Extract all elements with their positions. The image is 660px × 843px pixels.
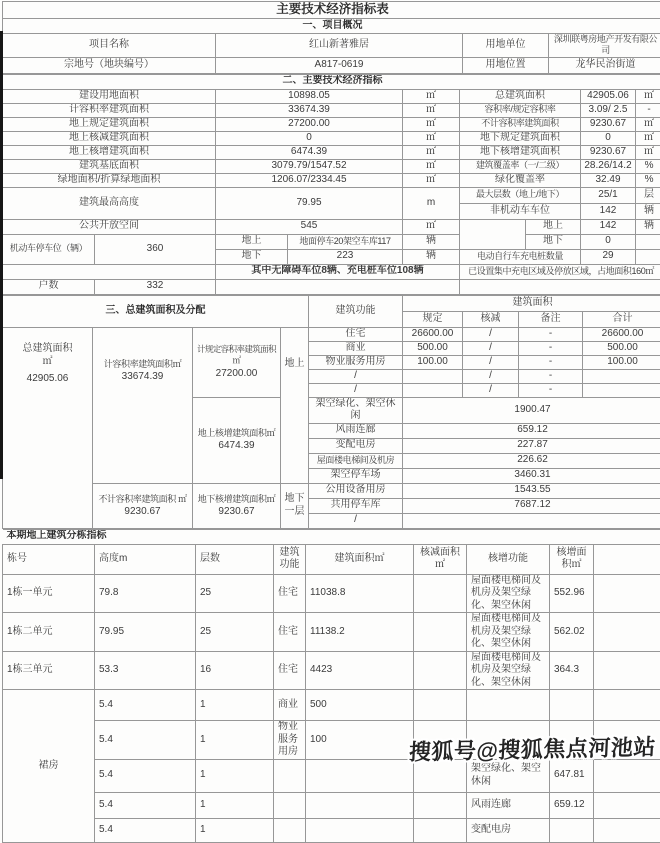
cell-label: 用地单位 [463, 34, 549, 58]
cell-label: 建筑最高高度 [3, 187, 216, 219]
table-row [3, 145, 660, 159]
buildings-table [2, 529, 660, 843]
cell-value: 3.09/ 2.5 [581, 103, 636, 117]
cell-add-function: 屋面楼电梯间及机房及架空绿化、架空休闲 [467, 651, 550, 690]
cell-value: / [463, 383, 519, 397]
cell-value: 1543.55 [403, 483, 660, 498]
cell-value: 27200.00 [195, 367, 278, 381]
cell-value: 29 [581, 249, 636, 264]
zone-below-cell: 地下一层 [281, 483, 309, 528]
empty-cell [3, 264, 216, 279]
cell-function: 公用设备用房 [309, 483, 403, 498]
column-header: 核增功能 [467, 544, 550, 574]
cell-value: 3460.31 [403, 468, 660, 483]
cell-value: 5.4 [95, 818, 196, 842]
empty-cell [636, 234, 660, 249]
empty-cell [274, 818, 306, 842]
cell-value: 100.00 [583, 355, 660, 369]
cell-function: / [309, 383, 403, 397]
cell-label: 地上 [216, 234, 288, 249]
cell-value: 332 [95, 279, 216, 294]
cell-label: 最大层数（地上/地下） [460, 187, 581, 203]
cell-value: - [519, 383, 583, 397]
table-row [3, 57, 660, 73]
cell-value: 28.26/14.2 [581, 159, 636, 173]
cell-function: 变配电房 [309, 438, 403, 453]
cell-unit: ㎡ [403, 131, 460, 145]
cell-value: 1 [196, 690, 274, 721]
table-row [3, 792, 660, 818]
empty-cell [594, 544, 660, 574]
cell-value: 4423 [306, 651, 414, 690]
cell-value: 25/1 [581, 187, 636, 203]
empty-cell [467, 690, 550, 721]
column-header: 建筑面积㎡ [306, 544, 414, 574]
cell-unit: ㎡ [636, 117, 660, 131]
cell-value: 360 [95, 234, 216, 264]
cell-label: 建筑基底面积 [3, 159, 216, 173]
empty-cell [594, 690, 660, 721]
added-below-cell [193, 483, 281, 528]
cell-value: 223 [288, 249, 403, 264]
cell-function: 物业服务用房 [274, 721, 306, 760]
column-header: 规定 [403, 311, 463, 327]
cell-label: 地上核增建筑面积 [3, 145, 216, 159]
empty-cell [414, 690, 467, 721]
cell-value: / [463, 369, 519, 383]
empty-cell [414, 792, 467, 818]
empty-cell [414, 574, 467, 613]
table-row [3, 613, 660, 652]
cell-value: 227.87 [403, 438, 660, 453]
cell-function: 住宅 [274, 613, 306, 652]
cell-label: 公共开放空间 [3, 219, 216, 234]
table-row [3, 187, 660, 203]
scan-edge-artifact [0, 31, 3, 479]
cell-unit: 辆 [636, 203, 660, 219]
cell-value: 545 [216, 219, 403, 234]
cell-value: 9230.67 [195, 505, 278, 519]
cell-function: 屋面楼电梯间及机房 [309, 453, 403, 468]
cell-building: 1栋一单元 [3, 574, 95, 613]
cell-value: 5.4 [95, 792, 196, 818]
empty-cell [594, 651, 660, 690]
cell-value [583, 369, 660, 383]
cell-value: 红山新著雅居 [216, 34, 463, 58]
cell-function: 架空停车场 [309, 468, 403, 483]
empty-cell [594, 613, 660, 652]
cell-value: 100.00 [403, 355, 463, 369]
column-header: 核减面积㎡ [414, 544, 467, 574]
cell-value: 1206.07/2334.45 [216, 173, 403, 187]
cell-building: 1栋二单元 [3, 613, 95, 652]
table-row [3, 131, 660, 145]
cell-function: / [309, 513, 403, 528]
cell-function: 住宅 [274, 651, 306, 690]
cell-value: 9230.67 [581, 117, 636, 131]
cell-add-function: 风雨连廊 [467, 792, 550, 818]
cell-label: 地上核减建筑面积 [3, 131, 216, 145]
cell-value: 226.62 [403, 453, 660, 468]
zone-above-cell: 地上 [281, 327, 309, 483]
table-row [3, 574, 660, 613]
column-header: 栋号 [3, 544, 95, 574]
table-row [3, 651, 660, 690]
table-row [3, 818, 660, 842]
cell-function: 住宅 [274, 574, 306, 613]
cell-label: 机动车停车位（辆） [3, 234, 95, 264]
section-heading-overview: 一、项目概况 [3, 19, 660, 34]
cell-value: 142 [581, 203, 636, 219]
charging-area-note: 已设置集中充电区域及停放区域，占地面积160㎡ [460, 264, 660, 279]
cell-function: 商业 [309, 341, 403, 355]
cell-value [403, 383, 463, 397]
cell-value: 27200.00 [216, 117, 403, 131]
cell-value: 0 [581, 234, 636, 249]
cell-value: 142 [581, 219, 636, 234]
cell-function: 架空绿化、架空休闲 [309, 397, 403, 423]
empty-cell [414, 818, 467, 842]
unrated-area-cell [93, 483, 193, 528]
cell-value [403, 513, 660, 528]
cell-value: 1900.47 [403, 397, 660, 423]
empty-cell [460, 219, 526, 249]
section-heading-indicators: 二、主要技术经济指标 [3, 74, 660, 89]
added-above-cell [193, 397, 281, 483]
column-header: 建筑面积 [403, 295, 660, 311]
total-area-cell [3, 327, 93, 528]
table-row [3, 103, 660, 117]
cell-add-function: 屋面楼电梯间及机房及架空绿化、架空休闲 [467, 613, 550, 652]
table-row [3, 19, 660, 34]
column-header: 合计 [583, 311, 660, 327]
cell-value: 33674.39 [95, 370, 190, 384]
cell-value [403, 369, 463, 383]
table-row [3, 234, 660, 249]
cell-value: 1 [196, 759, 274, 792]
cell-value: 364.3 [550, 651, 594, 690]
empty-cell [460, 279, 660, 294]
cell-value: 1 [196, 818, 274, 842]
cell-label: 建设用地面积 [3, 89, 216, 103]
empty-cell [306, 792, 414, 818]
cell-value: 500 [306, 690, 414, 721]
cell-label: 地下核增建筑面积㎡ [195, 493, 278, 505]
cell-value: 3079.79/1547.52 [216, 159, 403, 173]
cell-unit: m [403, 187, 460, 219]
cell-function: 住宅 [309, 327, 403, 341]
cell-value: 659.12 [403, 423, 660, 438]
cell-value: A817-0619 [216, 57, 463, 73]
column-header: 层数 [196, 544, 274, 574]
table-row [3, 117, 660, 131]
table-row [3, 690, 660, 721]
empty-cell [594, 792, 660, 818]
cell-value [550, 818, 594, 842]
cell-unit: - [636, 103, 660, 117]
cell-value: 11038.8 [306, 574, 414, 613]
table-row [3, 159, 660, 173]
cell-label: 计规定容积率建筑面积㎡ [195, 344, 278, 367]
cell-building-podium: 裙房 [3, 690, 95, 843]
empty-cell [306, 818, 414, 842]
cell-value: - [519, 369, 583, 383]
cell-label: 总建筑面积 [5, 342, 90, 356]
cell-label: 非机动车车位 [460, 203, 581, 219]
overview-table [2, 1, 660, 74]
cell-unit: ㎡ [403, 103, 460, 117]
cell-value: 552.96 [550, 574, 594, 613]
cell-value: / [463, 355, 519, 369]
cell-value: 9230.67 [581, 145, 636, 159]
table-row [3, 327, 660, 341]
table-row [3, 34, 660, 58]
cell-value: 500.00 [403, 341, 463, 355]
empty-cell [216, 279, 460, 294]
empty-cell [594, 818, 660, 842]
cell-unit: 层 [636, 187, 660, 203]
cell-value: 1 [196, 792, 274, 818]
table-row [3, 219, 660, 234]
cell-unit: ㎡ [403, 117, 460, 131]
column-header: 高度m [95, 544, 196, 574]
section-heading-allocation: 三、总建筑面积及分配 [3, 295, 309, 327]
cell-value: 9230.67 [95, 505, 190, 519]
cell-value: 42905.06 [581, 89, 636, 103]
cell-value: 6474.39 [216, 145, 403, 159]
cell-function: 商业 [274, 690, 306, 721]
cell-unit: 辆 [403, 249, 460, 264]
cell-label: 绿化覆盖率 [460, 173, 581, 187]
cell-building: 1栋三单元 [3, 651, 95, 690]
cell-value: 16 [196, 651, 274, 690]
rated-area-cell [93, 327, 193, 483]
table-row [3, 2, 660, 19]
cell-label: 项目名称 [3, 34, 216, 58]
cell-value: 26600.00 [403, 327, 463, 341]
cell-unit: 辆 [403, 234, 460, 249]
column-header: 建筑功能 [274, 544, 306, 574]
cell-value: 6474.39 [195, 439, 278, 453]
empty-cell [594, 574, 660, 613]
table-row [3, 544, 660, 574]
cell-value: 647.81 [550, 759, 594, 792]
cell-value: 33674.39 [216, 103, 403, 117]
empty-cell [636, 249, 660, 264]
cell-value: 53.3 [95, 651, 196, 690]
empty-cell [414, 613, 467, 652]
cell-value: - [519, 327, 583, 341]
cell-unit: ㎡ [636, 145, 660, 159]
cell-label: 地上 [526, 219, 581, 234]
cell-label: 宗地号（地块编号） [3, 57, 216, 73]
cell-value: 5.4 [95, 721, 196, 760]
cell-unit: 辆 [636, 219, 660, 234]
cell-label: 户数 [3, 279, 95, 294]
cell-unit: ㎡ [5, 355, 90, 369]
cell-add-function: 屋面楼电梯间及机房及架空绿化、架空休闲 [467, 574, 550, 613]
cell-value: / [463, 327, 519, 341]
cell-function: 风雨连廊 [309, 423, 403, 438]
cell-value: - [519, 355, 583, 369]
cell-label: 计容积率建筑面积 [3, 103, 216, 117]
cell-value: - [519, 341, 583, 355]
cell-function: / [309, 369, 403, 383]
cell-label: 计容积率建筑面积㎡ [95, 358, 190, 370]
cell-value: 0 [216, 131, 403, 145]
column-header: 建筑功能 [309, 295, 403, 327]
table-row [3, 89, 660, 103]
cell-unit: ㎡ [403, 219, 460, 234]
section-heading-buildings: 本期地上建筑分栋指标 [3, 529, 660, 544]
cell-value: 11138.2 [306, 613, 414, 652]
cell-value: 100 [306, 721, 414, 760]
cell-value: 7687.12 [403, 498, 660, 513]
cell-unit: ㎡ [636, 89, 660, 103]
column-header: 核减 [463, 311, 519, 327]
cell-unit: ㎡ [403, 159, 460, 173]
cell-value: 深圳联粤房地产开发有限公司 [549, 34, 660, 58]
table-row [3, 483, 660, 498]
table-row [3, 74, 660, 89]
cell-label: 建筑覆盖率（一/二级） [460, 159, 581, 173]
cell-value [583, 383, 660, 397]
cell-value: 0 [581, 131, 636, 145]
cell-value: 龙华民治街道 [549, 57, 660, 73]
cell-label: 地上核增建筑面积㎡ [195, 427, 278, 439]
cell-unit: % [636, 173, 660, 187]
cell-value: 659.12 [550, 792, 594, 818]
cell-add-function: 变配电房 [467, 818, 550, 842]
cell-value: 5.4 [95, 690, 196, 721]
cell-add-function: 架空绿化、架空休闲 [467, 759, 550, 792]
cell-value: 25 [196, 574, 274, 613]
cell-value: 5.4 [95, 759, 196, 792]
empty-cell [550, 690, 594, 721]
cell-value: 79.95 [95, 613, 196, 652]
table-row [3, 295, 660, 311]
cell-unit: % [636, 159, 660, 173]
cell-label: 电动自行车充电桩数量 [460, 249, 581, 264]
cell-label: 绿地面积/折算绿地面积 [3, 173, 216, 187]
cell-value: 32.49 [581, 173, 636, 187]
cell-value: 79.95 [216, 187, 403, 219]
column-header: 核增面积㎡ [550, 544, 594, 574]
parking-note: 其中无障碍车位8辆、充电桩车位108辆 [216, 264, 460, 279]
cell-function: 物业服务用房 [309, 355, 403, 369]
cell-value: / [463, 341, 519, 355]
cell-label: 地下 [216, 249, 288, 264]
table-row [3, 264, 660, 279]
cell-label: 容积率/规定容积率 [460, 103, 581, 117]
cell-label: 地上规定建筑面积 [3, 117, 216, 131]
page-title: 主要技术经济指标表 [3, 2, 660, 19]
cell-unit: ㎡ [403, 145, 460, 159]
cell-value: 79.8 [95, 574, 196, 613]
cell-label: 总建筑面积 [460, 89, 581, 103]
cell-function: 共用停车库 [309, 498, 403, 513]
cell-value: 26600.00 [583, 327, 660, 341]
cell-label: 不计容积率建筑面积 ㎡ [95, 493, 190, 505]
cell-label: 地下规定建筑面积 [460, 131, 581, 145]
column-header: 备注 [519, 311, 583, 327]
cell-label: 不计容积率建筑面积 [460, 117, 581, 131]
cell-value: 500.00 [583, 341, 660, 355]
cell-unit: ㎡ [403, 89, 460, 103]
cell-label: 地下 [526, 234, 581, 249]
regulated-area-cell [193, 327, 281, 397]
cell-value: 42905.06 [5, 372, 90, 386]
cell-label: 用地位置 [463, 57, 549, 73]
cell-unit: ㎡ [403, 173, 460, 187]
table-row [3, 279, 660, 294]
indicators-table [2, 74, 660, 295]
cell-value: 地面停车20架空车库117 [288, 234, 403, 249]
cell-value: 562.02 [550, 613, 594, 652]
cell-value: 10898.05 [216, 89, 403, 103]
cell-value: 1 [196, 721, 274, 760]
empty-cell [414, 651, 467, 690]
empty-cell [274, 792, 306, 818]
allocation-table [2, 295, 660, 529]
table-row [3, 173, 660, 187]
table-row [3, 529, 660, 544]
cell-label: 地下核增建筑面积 [460, 145, 581, 159]
sohu-watermark: 搜狐号@搜狐焦点河池站 [408, 730, 656, 766]
cell-value: 25 [196, 613, 274, 652]
cell-unit: ㎡ [636, 131, 660, 145]
